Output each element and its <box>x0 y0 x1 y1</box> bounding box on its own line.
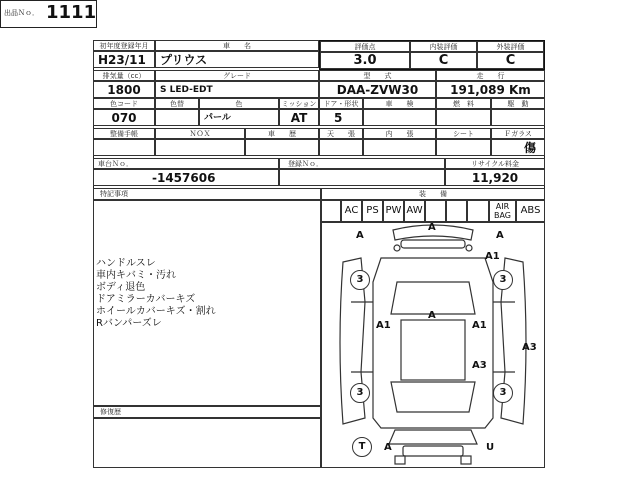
color-label: 色 <box>199 98 279 109</box>
model-value: DAA-ZVW30 <box>319 81 436 98</box>
front-glass-value: 傷 <box>491 139 545 156</box>
repair-area <box>93 418 321 468</box>
color-change-label: 色替 <box>155 98 199 109</box>
mark-roof: A <box>428 310 436 321</box>
nox-label: ＮＯＸ <box>155 128 245 139</box>
equipment-label: 装 備 <box>321 188 545 200</box>
notes-label: 特記事項 <box>93 188 321 200</box>
repair-label: 修復歴 <box>93 406 321 418</box>
interior-grade-label: 内装評価 <box>410 41 477 52</box>
mileage-value: 191,089 Km <box>436 81 545 98</box>
history-value <box>245 139 319 156</box>
front-glass-label: Ｆガラス <box>491 128 545 139</box>
color-change-value <box>155 109 199 126</box>
tire-front-left: 3 <box>350 270 370 290</box>
mark-right-door: A1 <box>472 320 487 331</box>
lot-number-box <box>0 0 97 28</box>
equip-abs: ABS <box>516 200 545 222</box>
lot-number-label: 出品Ｎｏ． <box>4 9 39 17</box>
equip-ac: AC <box>341 200 362 222</box>
inspection-label: 車 検 <box>363 98 436 109</box>
recycle-value: 11,920 <box>445 169 545 186</box>
sunroof-label: 天 張 <box>319 128 363 139</box>
seat-label: シート <box>436 128 491 139</box>
displacement-value: 1800 <box>93 81 155 98</box>
exterior-grade-label: 外装評価 <box>477 41 544 52</box>
rear-u-mark: U <box>486 442 495 453</box>
interior-lining-value <box>363 139 436 156</box>
mission-value: AT <box>279 109 319 126</box>
mark-right-fender: A1 <box>485 251 500 262</box>
score-label: 評価点 <box>320 41 410 52</box>
color-code-value: 070 <box>93 109 155 126</box>
interior-grade: C <box>410 52 477 69</box>
equip-aw: AW <box>404 200 425 222</box>
equip-pw: PW <box>383 200 404 222</box>
registration-value <box>279 169 445 186</box>
mark-front-left: A <box>356 230 364 241</box>
mark-right-rear: A3 <box>522 342 537 353</box>
history-label: 車 歴 <box>245 128 319 139</box>
car-diagram <box>321 222 545 468</box>
name-label: 車 名 <box>155 40 319 51</box>
chassis-label: 車台Ｎｏ． <box>93 158 279 169</box>
mark-front-right: A <box>496 230 504 241</box>
rear-t-mark: T <box>352 437 372 457</box>
color-code-label: 色コード <box>93 98 155 109</box>
equip-ps: PS <box>362 200 383 222</box>
color-value: パール <box>199 109 279 126</box>
lot-number: 1111 <box>46 2 97 23</box>
manual-value <box>93 139 155 156</box>
displacement-label: 排気量（cc） <box>93 70 155 81</box>
mileage-label: 走 行 <box>436 70 545 81</box>
registration-label: 登録Ｎｏ． <box>279 158 445 169</box>
mark-front-center: A <box>428 222 436 233</box>
interior-lining-label: 内 張 <box>363 128 436 139</box>
drive-label: 駆 動 <box>491 98 545 109</box>
score-value: 3.0 <box>320 52 410 69</box>
fuel-value <box>436 109 491 126</box>
car-name: プリウス <box>155 51 319 68</box>
mission-label: ミッション <box>279 98 319 109</box>
exterior-grade: C <box>477 52 544 69</box>
mark-left-door: A1 <box>376 320 391 331</box>
inspection-value <box>363 109 436 126</box>
doors-label: ドア・形状 <box>319 98 363 109</box>
seat-value <box>436 139 491 156</box>
fuel-label: 燃 料 <box>436 98 491 109</box>
nox-value <box>155 139 245 156</box>
equip-blank-2 <box>446 200 467 222</box>
rear-a-mark: A <box>384 442 392 453</box>
recycle-label: リサイクル料金 <box>445 158 545 169</box>
manual-label: 整備手帳 <box>93 128 155 139</box>
tire-rear-left: 3 <box>350 383 370 403</box>
tire-rear-right: 3 <box>493 383 513 403</box>
grade-label: グレード <box>155 70 319 81</box>
tire-front-right: 3 <box>493 270 513 290</box>
year-value: H23/11 <box>93 51 155 68</box>
model-label: 型 式 <box>319 70 436 81</box>
notes-text: ハンドルスレ 車内キバミ・汚れ ボディ退色 ドアミラーカバーキズ ホイールカバーキズ・割れ Rバンパーズレ <box>96 258 216 329</box>
equip-blank-lead <box>321 200 341 222</box>
year-label: 初年度登録年月 <box>93 40 155 51</box>
chassis-value: -1457606 <box>93 169 279 186</box>
equip-blank-3 <box>467 200 489 222</box>
equip-blank-1 <box>425 200 446 222</box>
drive-value <box>491 109 545 126</box>
sunroof-value <box>319 139 363 156</box>
grade-value: S LED-EDT <box>155 81 319 98</box>
doors-value: 5 <box>319 109 363 126</box>
mark-right-quarter: A3 <box>472 360 487 371</box>
equip-airbag: AIR BAG <box>489 200 516 222</box>
